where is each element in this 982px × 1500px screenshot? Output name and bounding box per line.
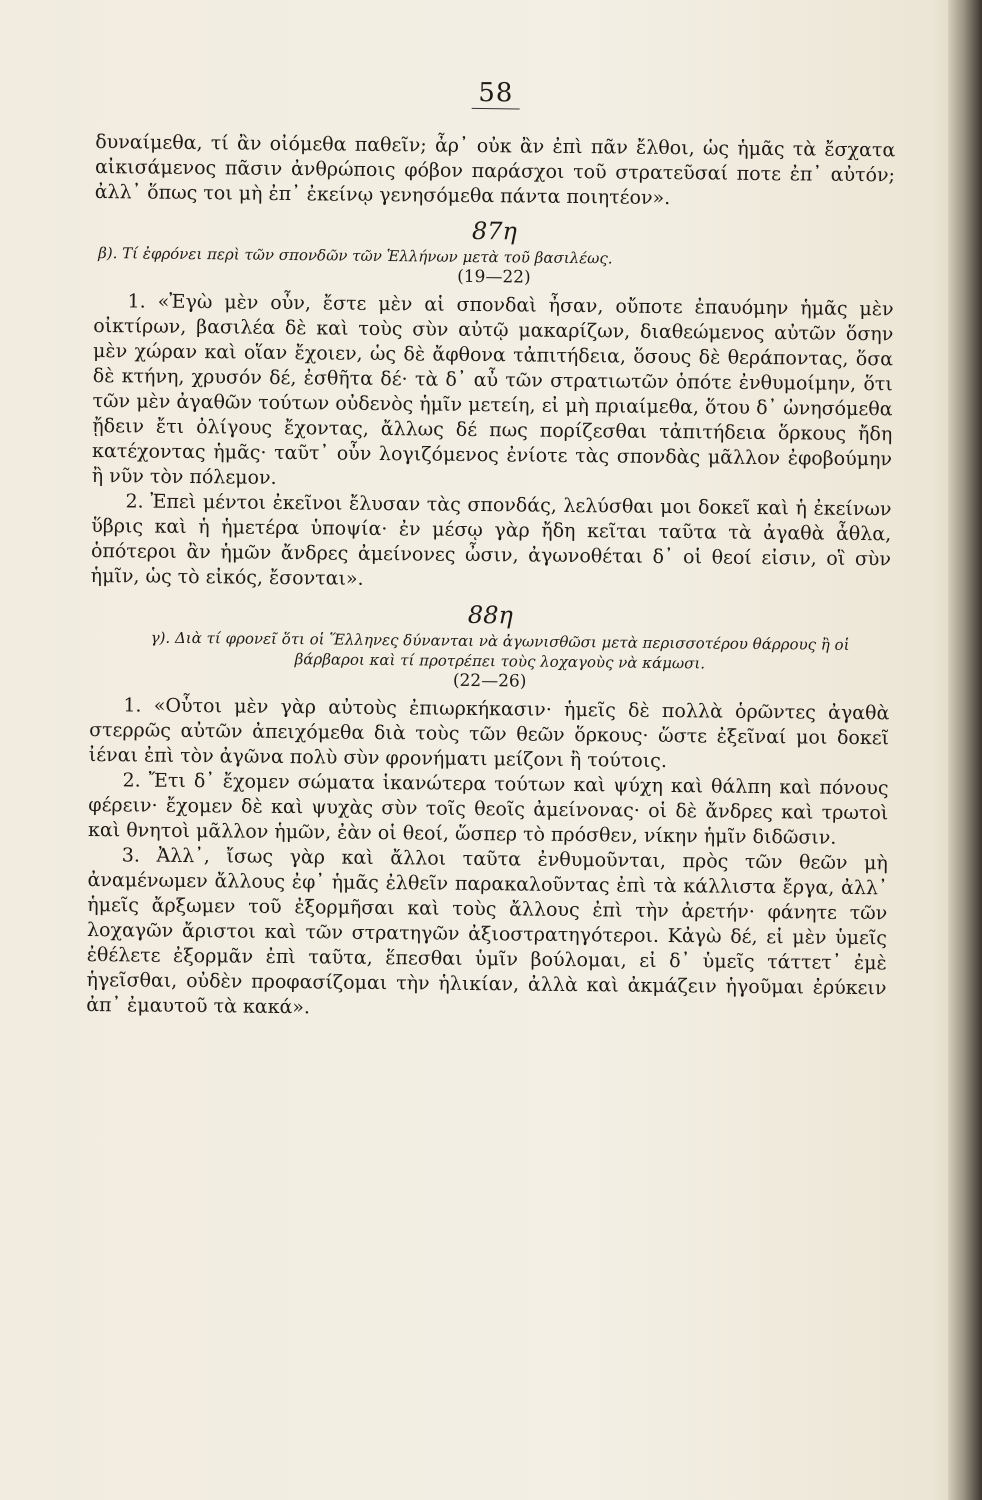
- section-heading: γ). Διὰ τί φρονεῖ ὅτι οἱ Ἕλληνες δύνανται νὰ ἀγωνισθῶσι μετὰ περισσοτέρου θάρρους ἢ οἱ βάρβαροι καὶ τί προτρέπει τοὺς λοχαγοὺς νὰ κάμωσι.: [150, 628, 850, 673]
- section-heading: β). Τί ἐφρόνει περὶ τῶν σπονδῶν τῶν Ἑλλήνων μετὰ τοῦ βασιλέως.: [98, 244, 613, 268]
- section-number: 87η: [471, 216, 517, 246]
- section-87: [91, 213, 895, 597]
- text-block: [86, 74, 896, 1026]
- section-number: 88η: [467, 600, 513, 630]
- paragraph: 1. «Ἐγὼ μὲν οὖν, ἔστε μὲν αἱ σπονδαὶ ἦσαν, οὔποτε ἐπαυόμην ἡμᾶς μὲν οἰκτίρων, βασιλέα δὲ καὶ τοὺς σὺν αὐτῷ μακαρίζων, διαθεώμενος αὐτῶν ὅσην μὲν χώραν καὶ οἵαν ἔχοιεν, ὡς δὲ ἄφθονα τἀπιτήδεια, ὅσους δὲ θεράποντας, ὅσα δὲ κτήνη, χρυσόν δέ, ἐσθῆτα δέ· τὰ δ᾽ αὖ τῶν στρατιωτῶν ὁπότε ἐνθυμοίμην, ὅτι τῶν μὲν ἀγαθῶν τούτων οὐδενὸς ἡμῖν μετείη, εἰ μὴ πριαίμεθα, ὅτου δ᾽ ὠνησόμεθα ᾔδειν ἔτι ὀλίγους ἔχοντας, ἄλλως δέ πως πορίζεσθαι τἀπιτήδεια ὅρκους ἤδη κατέχοντας ἡμᾶς· ταῦτ᾽ οὖν λογιζόμενος ἐνίοτε τὰς σπονδὰς μᾶλλον ἐφοβούμην ἢ νῦν τὸν πόλεμον.: [91, 290, 894, 489]
- paragraph: 2. Ἐπεὶ μέντοι ἐκεῖνοι ἔλυσαν τὰς σπονδάς, λελύσθαι μοι δοκεῖ καὶ ἡ ἐκείνων ὕβρις καὶ ἡ ἡμετέρα ὑποψία· ἐν μέσῳ γὰρ ἤδη κεῖται ταῦτα τὰ ἀγαθὰ ἆθλα, ὁπότεροι ἂν ἡμῶν ἄνδρες ἀμείνονες ὦσιν, ἀγωνοθέται δ᾽ οἱ θεοί εἰσιν, οἳ σὺν ἡμῖν, ὡς τὸ εἰκός, ἔσονται».: [90, 490, 892, 590]
- intro-paragraph: δυναίμεθα, τί ἂν οἰόμεθα παθεῖν; ἆρ᾽ οὐκ ἂν ἐπὶ πᾶν ἔλθοι, ὡς ἡμᾶς τὰ ἔσχατα αἰκισάμενος πᾶσιν ἀνθρώποις φόβον παράσχοι τοῦ στρατεῦσαί ποτε ἐπ᾽ αὐτόν; ἀλλ᾽ ὅπως τοι μὴ ἐπ᾽ ἐκείνῳ γενησόμεθα πάντα ποιητέον».: [94, 130, 896, 210]
- line-range: (22—26): [452, 670, 527, 692]
- line-range: (19—22): [457, 266, 531, 288]
- page-edge-shadow: [948, 0, 982, 1500]
- paragraph: 3. Ἀλλ᾽, ἴσως γὰρ καὶ ἄλλοι ταῦτα ἐνθυμοῦνται, πρὸς τῶν θεῶν μὴ ἀναμένωμεν ἄλλους ἐφ᾽ ἡμᾶς ἐλθεῖν παρακαλοῦντας ἐπὶ τὰ κάλλιστα ἔργα, ἀλλ᾽ ἡμεῖς ἄρξωμεν τοῦ ἐξορμῆσαι καὶ τοὺς ἄλλους ἐπὶ τὴν ἀρετήν· φάνητε τῶν λοχαγῶν ἄριστοι καὶ τῶν στρατηγῶν ἀξιοστρατηγότεροι. Κἀγὼ δέ, εἰ μὲν ὑμεῖς ἐθέλετε ἐξορμᾶν ἐπὶ ταῦτα, ἕπεσθαι ὑμῖν βούλομαι, εἰ δ᾽ ὑμεῖς τάττετ᾽ ἐμὲ ἡγεῖσθαι, οὐδὲν προφασίζομαι τὴν ἡλικίαν, ἀλλὰ καὶ ἀκμάζειν ἡγοῦμαι ἐρύκειν ἀπ᾽ ἐμαυτοῦ τὰ κακά».: [86, 844, 888, 1019]
- page-number: 58: [96, 74, 896, 112]
- paragraph: 2. Ἔτι δ᾽ ἔχομεν σώματα ἱκανώτερα τούτων καὶ ψύχη καὶ θάλπη καὶ πόνους φέρειν· ἔχομεν δὲ καὶ ψυχὰς σὺν τοῖς θεοῖς ἀμείνονας· οἱ δὲ ἄνδρες καὶ τρωτοὶ καὶ θνητοὶ μᾶλλον ἡμῶν, ἐὰν οἱ θεοί, ὥσπερ τὸ πρόσθεν, νίκην ἡμῖν διδῶσιν.: [87, 769, 889, 849]
- section-88: [86, 597, 890, 1026]
- paragraph: 1. «Οὗτοι μὲν γὰρ αὐτοὺς ἐπιωρκήκασιν· ἡμεῖς δὲ πολλὰ ὁρῶντες ἀγαθὰ στερρῶς αὐτῶν ἀπειχόμεθα διὰ τοὺς τῶν θεῶν ὅρκους· ὥστε ἐξεῖναί μοι δοκεῖ ἰέναι ἐπὶ τὸν ἀγῶνα πολὺ σὺν φρονήματι μείζονι ἢ τούτοις.: [88, 694, 890, 773]
